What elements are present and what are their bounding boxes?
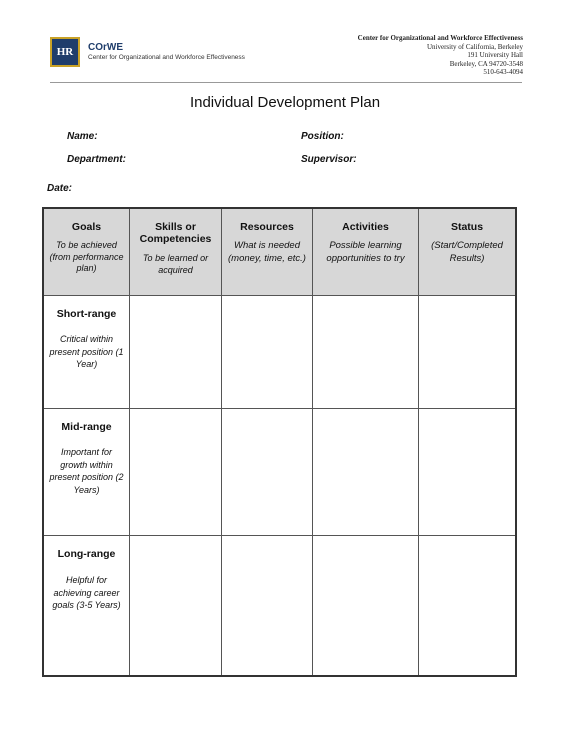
department-label: Department: <box>67 154 126 165</box>
column-subheading: To be learned or acquired <box>142 253 209 275</box>
column-heading: Activities <box>342 221 389 233</box>
row-header-long-range <box>44 536 130 675</box>
row-subheading: Critical within present position (1 Year) <box>49 334 124 369</box>
column-subheading: What is needed (money, time, etc.) <box>228 240 306 264</box>
table-cell <box>130 409 222 536</box>
table-cell <box>419 536 515 675</box>
page-title: Individual Development Plan <box>189 94 381 111</box>
date-label: Date: <box>47 183 73 194</box>
address-line-3: Berkeley, CA 94720-3548 <box>449 59 523 68</box>
column-subheading: Possible learning opportunities to try <box>326 240 405 264</box>
address-block <box>358 34 523 77</box>
development-plan-table <box>42 207 517 677</box>
table-cell <box>313 296 419 409</box>
name-label: Name: <box>67 131 98 142</box>
hr-logo <box>50 37 80 67</box>
table-cell <box>313 409 419 536</box>
column-header-resources <box>222 209 313 296</box>
column-subheading: (Start/Completed Results) <box>431 240 503 264</box>
row-header-short-range <box>44 296 130 409</box>
org-short-name: COrWE <box>88 42 123 53</box>
row-heading: Short-range <box>56 308 117 320</box>
table-cell <box>222 409 313 536</box>
column-header-goals <box>44 209 130 296</box>
column-heading: Status <box>450 221 484 233</box>
address-line-2: 191 University Hall <box>467 51 523 60</box>
row-subheading: Helpful for achieving career goals (3-5 Years) <box>52 575 121 610</box>
column-heading: Goals <box>71 221 102 233</box>
row-header-mid-range <box>44 409 130 536</box>
address-title: Center for Organizational and Workforce Effectiveness <box>357 34 523 42</box>
logo-text: HR <box>56 46 74 58</box>
column-heading: Resources <box>240 221 294 233</box>
address-line-4: 510-643-4094 <box>483 68 523 77</box>
org-long-name: Center for Organizational and Workforce Effectiveness <box>88 54 245 61</box>
column-header-status <box>419 209 515 296</box>
column-heading: Skills or Competencies <box>139 221 212 245</box>
table-cell <box>419 296 515 409</box>
table-cell <box>130 296 222 409</box>
column-header-skills <box>130 209 222 296</box>
row-subheading: Important for growth within present position (2 Years) <box>49 447 124 495</box>
table-cell <box>130 536 222 675</box>
column-subheading: To be achieved (from performance plan) <box>49 240 124 273</box>
row-heading: Long-range <box>57 548 116 560</box>
table-cell <box>222 296 313 409</box>
column-header-activities <box>313 209 419 296</box>
supervisor-label: Supervisor: <box>301 154 357 165</box>
table-cell <box>222 536 313 675</box>
row-heading: Mid-range <box>61 421 112 433</box>
address-line-1: University of California, Berkeley <box>426 42 523 51</box>
header-divider <box>50 82 522 83</box>
position-label: Position: <box>301 131 344 142</box>
table-cell <box>419 409 515 536</box>
table-cell <box>313 536 419 675</box>
